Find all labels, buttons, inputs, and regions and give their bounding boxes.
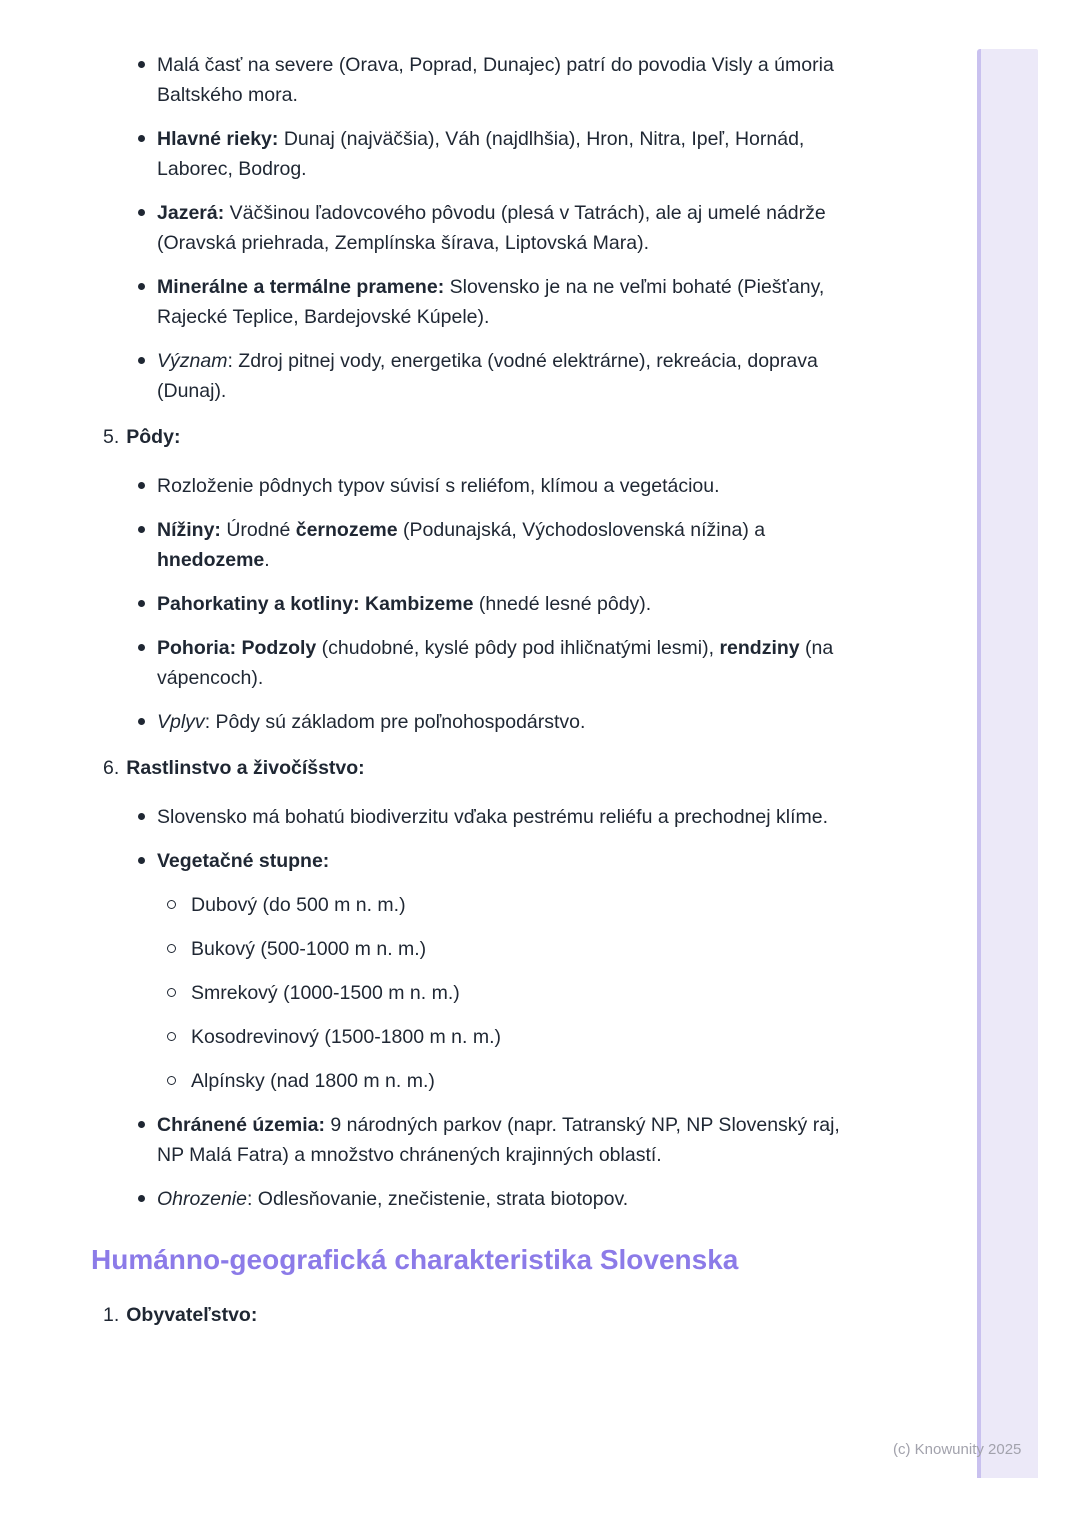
text-segment: Malá časť na severe (Orava, Poprad, Dunajec) patrí do povodia Visly a úmoria Baltského mora. [157,54,834,106]
bullet-list [100,471,845,737]
bullet-icon [138,600,145,607]
text-segment: . [264,549,270,571]
list-item [100,1184,845,1214]
list-item-text [157,1114,840,1166]
sub-list-item [157,934,845,964]
bullet-icon [138,1121,145,1128]
circle-bullet-icon [167,944,176,953]
sub-list [157,890,845,1096]
text-segment: (Podunajská, Východoslovenská nížina) a [397,519,766,541]
list-item-text [157,202,826,254]
bullet-icon [138,526,145,533]
item-number: 6. [103,757,120,779]
sub-list-item [157,890,845,920]
text-segment: Slovensko je na ne veľmi bohaté (Piešťany, Rajecké Teplice, Bardejovské Kúpele). [157,276,825,328]
list-item [100,50,845,110]
text-segment: Slovensko má bohatú biodiverzitu vďaka pestrému reliéfu a prechodnej klíme. [157,806,829,828]
item-number: 5. [103,426,120,448]
text-segment: Pohoria: Podzoly [157,637,317,659]
sub-item-text: Alpínsky (nad 1800 m n. m.) [191,1070,435,1092]
list-item-text [157,850,329,872]
text-segment: Vegetačné stupne: [157,850,330,872]
text-segment: Význam [157,350,228,372]
list-item [100,198,845,258]
list-item-text [157,1188,628,1210]
sub-list-item [157,1022,845,1052]
numbered-heading [103,1300,845,1330]
list-item-text [157,519,765,571]
page-edge-band [977,49,1038,1478]
sub-item-text: Smrekový (1000-1500 m n. m.) [191,982,460,1004]
list-item-text [157,276,824,328]
bullet-icon [138,283,145,290]
list-item-text [157,475,720,497]
list-item-text [157,711,585,733]
sub-item-text: Dubový (do 500 m n. m.) [191,894,406,916]
list-item-text [157,806,828,828]
text-segment: černozeme [295,519,398,541]
text-segment: Vplyv [157,711,205,733]
text-segment: hnedozeme [157,549,265,571]
bullet-icon [138,718,145,725]
text-segment: Rozloženie pôdnych typov súvisí s reliéfom, klímou a vegetáciou. [157,475,720,497]
list-item [100,1110,845,1170]
bullet-icon [138,135,145,142]
text-segment: Chránené územia: [157,1114,325,1136]
list-item [100,802,845,832]
item-label: Pôdy: [126,426,181,448]
text-segment: Hlavné rieky: [157,128,279,150]
numbered-heading [103,753,845,783]
text-segment: Väčšinou ľadovcového pôvodu (plesá v Tatrách), ale aj umelé nádrže (Oravská priehrada, Zemplínska šírava, Liptovská Mara). [157,202,826,254]
bullet-icon [138,209,145,216]
list-item [100,471,845,501]
text-segment: Minerálne a termálne pramene: [157,276,445,298]
numbered-heading [103,422,845,452]
text-segment: rendziny [719,637,800,659]
text-segment: : Odlesňovanie, znečistenie, strata biotopov. [246,1188,629,1210]
text-segment: (na vápencoch). [157,637,834,689]
list-item [100,124,845,184]
document-content [91,50,845,1349]
text-segment: : Zdroj pitnej vody, energetika (vodné elektrárne), rekreácia, doprava (Dunaj). [157,350,818,402]
bullet-icon [138,644,145,651]
text-segment: Dunaj (najväčšia), Váh (najdlhšia), Hron, Nitra, Ipeľ, Hornád, Laborec, Bodrog. [157,128,805,180]
item-number: 1. [103,1304,120,1326]
text-segment: Úrodné [220,519,296,541]
text-segment: (hnedé lesné pôdy). [473,593,652,615]
bullet-icon [138,1195,145,1202]
sub-list-item [157,1066,845,1096]
bullet-icon [138,813,145,820]
text-segment: (chudobné, kyslé pôdy pod ihličnatými lesmi), [316,637,720,659]
bullet-icon [138,482,145,489]
list-item-text [157,637,833,689]
item-label: Rastlinstvo a živočíšstvo: [126,757,365,779]
bullet-list [100,50,845,406]
list-item-text [157,54,834,106]
item-label: Obyvateľstvo: [126,1304,258,1326]
copyright-watermark: (c) Knowunity 2025 [893,1441,1022,1458]
circle-bullet-icon [167,1032,176,1041]
list-item [100,633,845,693]
list-item-text [157,128,804,180]
list-item [100,346,845,406]
section-heading: Humánno-geografická charakteristika Slovenska [91,1244,739,1275]
list-item-text [157,350,818,402]
list-item [100,707,845,737]
sub-list-item [157,978,845,1008]
text-segment: Pahorkatiny a kotliny: Kambizeme [157,593,474,615]
list-item-text [157,593,651,615]
text-segment: Jazerá: [157,202,225,224]
sub-item-text: Kosodrevinový (1500-1800 m n. m.) [191,1026,501,1048]
circle-bullet-icon [167,1076,176,1085]
circle-bullet-icon [167,900,176,909]
list-item [100,515,845,575]
text-segment: Ohrozenie [157,1188,247,1210]
text-segment: : Pôdy sú základom pre poľnohospodárstvo. [204,711,586,733]
sub-item-text: Bukový (500-1000 m n. m.) [191,938,427,960]
text-segment: 9 národných parkov (napr. Tatranský NP, NP Slovenský raj, NP Malá Fatra) a množstvo chránených krajinných oblastí. [157,1114,840,1166]
bullet-list [100,802,845,1214]
list-item [100,272,845,332]
bullet-icon [138,357,145,364]
list-item [100,589,845,619]
bullet-icon [138,61,145,68]
text-segment: Nížiny: [157,519,221,541]
bullet-icon [138,857,145,864]
list-item [100,846,845,1096]
circle-bullet-icon [167,988,176,997]
